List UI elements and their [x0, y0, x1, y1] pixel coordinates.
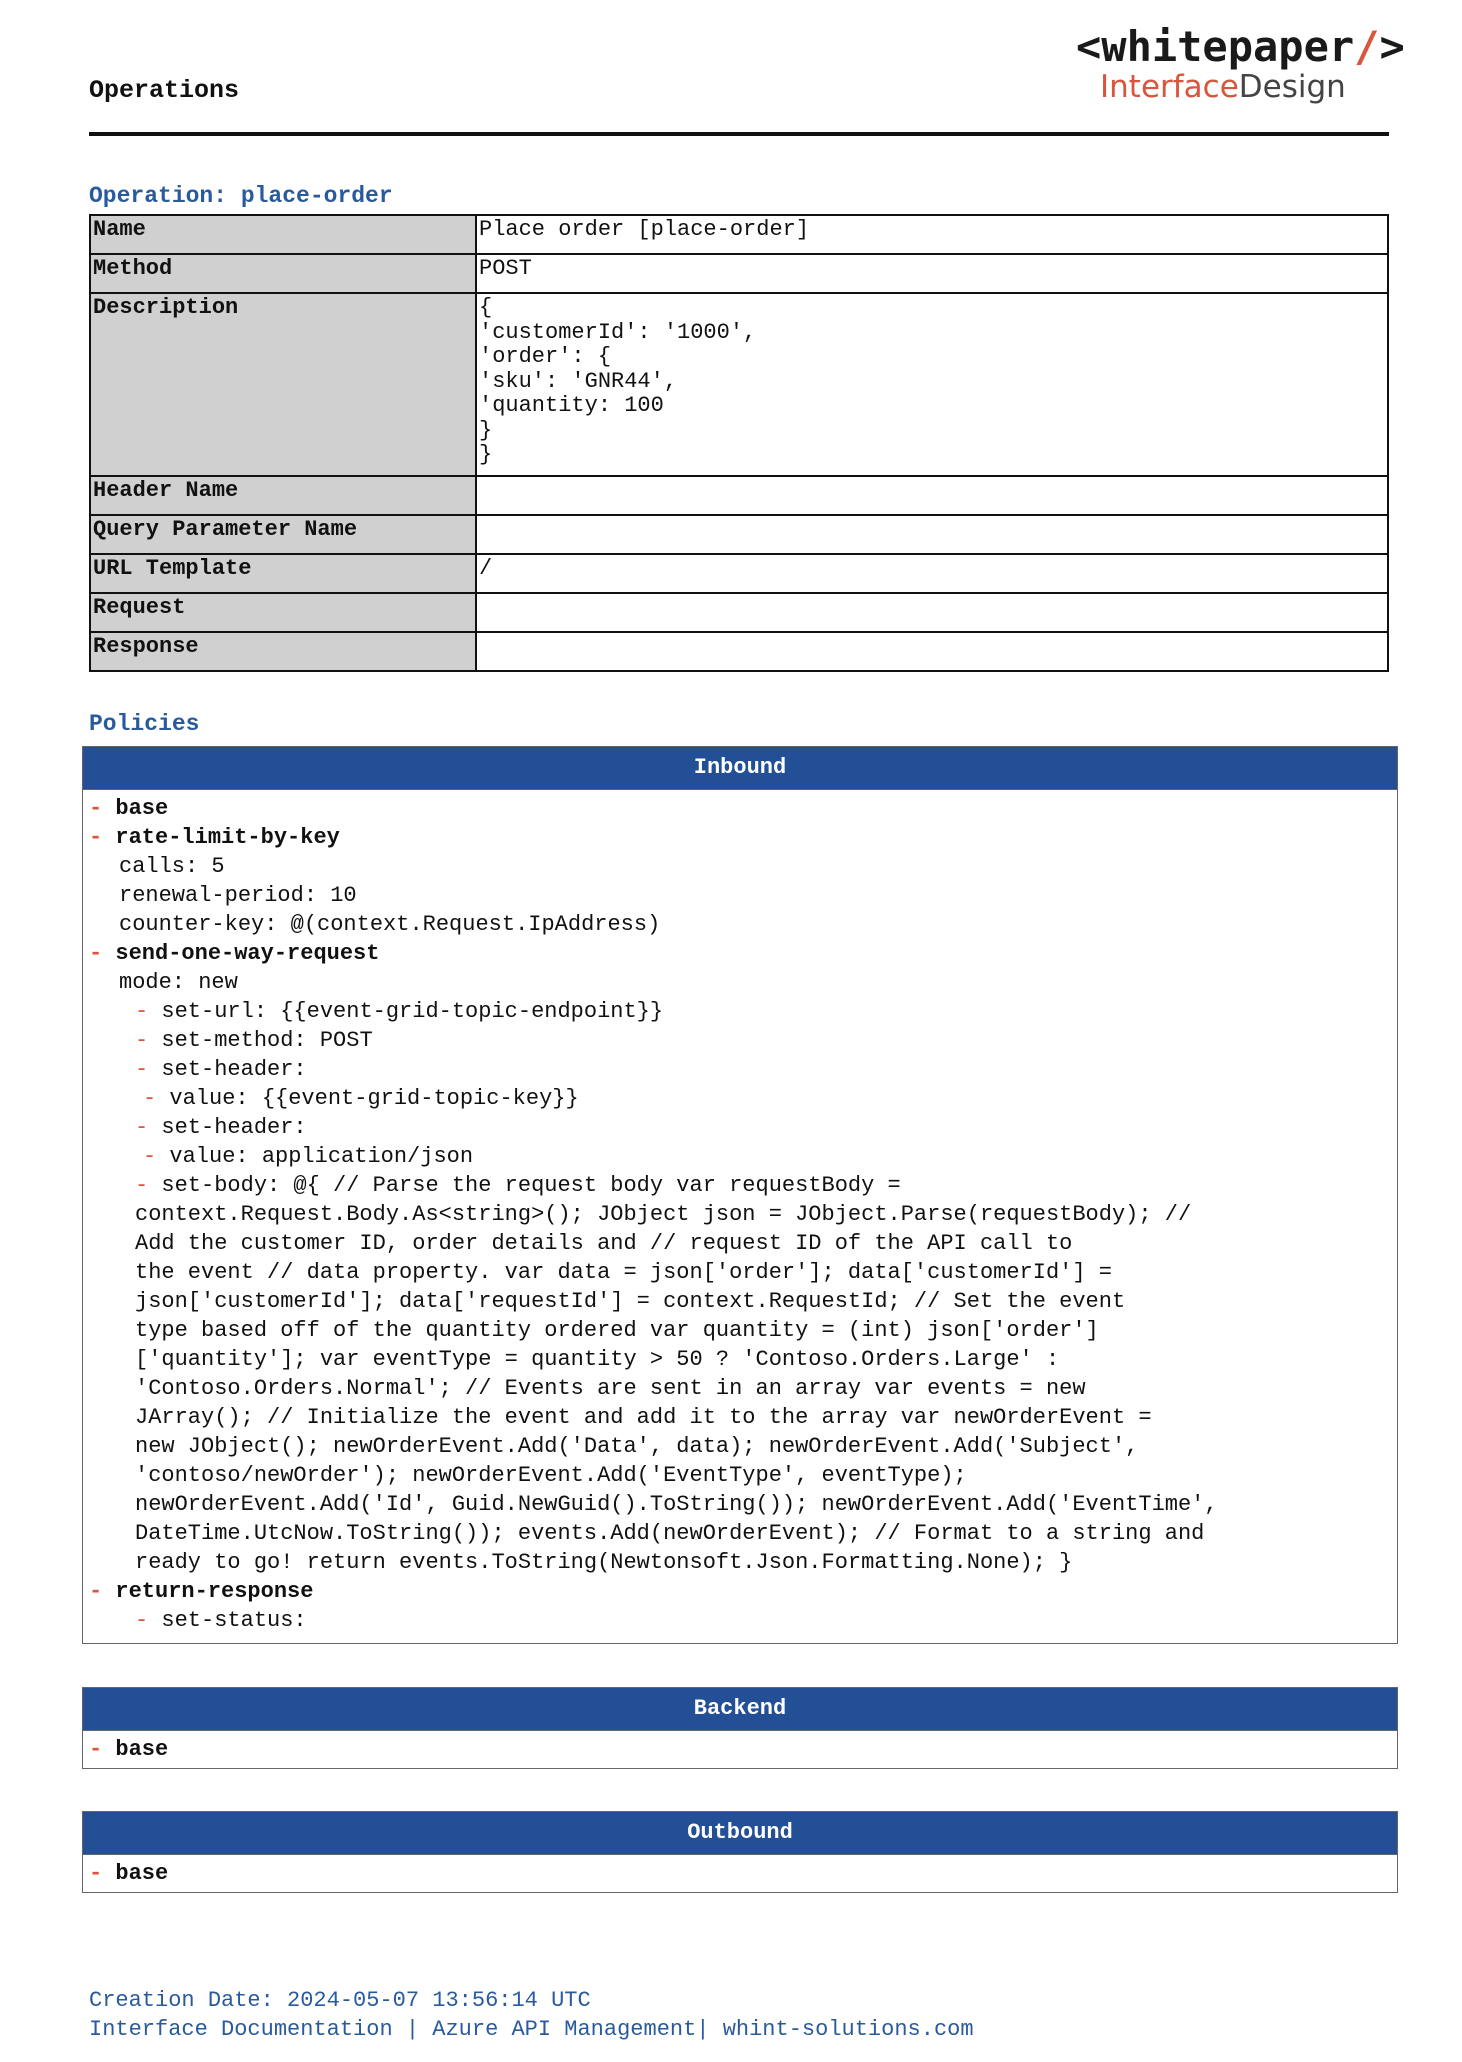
- whitepaper-logo: [1076, 22, 1405, 105]
- policy-item: - return-response: [89, 1579, 314, 1604]
- policy-child: - set-method: POST: [135, 1028, 373, 1053]
- logo-design: Design: [1238, 69, 1346, 105]
- inbound-heading: Inbound: [83, 747, 1397, 790]
- description-line: 'quantity: 100: [479, 393, 664, 418]
- code-line: the event // data property. var data = json['order']; data['customerId'] =: [135, 1260, 1112, 1285]
- footer: [89, 1986, 974, 2044]
- policy-child: - set-status:: [135, 1608, 307, 1633]
- policy-child: - set-url: {{event-grid-topic-endpoint}}: [135, 999, 664, 1024]
- header-divider: [89, 132, 1389, 136]
- policy-attr: calls: 5: [119, 854, 225, 879]
- logo-interface: Interface: [1100, 69, 1239, 105]
- description-value: [476, 293, 1388, 476]
- policy-child: - value: {{event-grid-topic-key}}: [143, 1086, 579, 1111]
- table-row: [90, 293, 1388, 476]
- code-line: ready to go! return events.ToString(Newtonsoft.Json.Formatting.None); }: [135, 1550, 1073, 1575]
- policy-item: - base: [89, 1861, 169, 1886]
- description-line: 'customerId': '1000',: [479, 319, 757, 345]
- row-key: URL Template: [90, 554, 476, 593]
- table-row: [90, 215, 1388, 254]
- row-value: POST: [476, 254, 1388, 293]
- code-line: ['quantity']; var eventType = quantity > 50 ? 'Contoso.Orders.Large' :: [135, 1347, 1060, 1372]
- outbound-body: [83, 1855, 1397, 1892]
- row-key: Request: [90, 593, 476, 632]
- inbound-policy-box: [82, 746, 1398, 1644]
- code-line: type based off of the quantity ordered var quantity = (int) json['order']: [135, 1318, 1099, 1343]
- policy-name: send-one-way-request: [115, 941, 380, 966]
- page-title: Operations: [89, 76, 240, 105]
- logo-suffix: >: [1379, 22, 1405, 71]
- row-value: [476, 593, 1388, 632]
- row-key: Method: [90, 254, 476, 293]
- policy-attr: mode: new: [119, 970, 238, 995]
- policy-item: - rate-limit-by-key: [89, 825, 340, 850]
- row-key: Name: [90, 215, 476, 254]
- code-line: json['customerId']; data['requestId'] = context.RequestId; // Set the event: [135, 1289, 1126, 1314]
- policy-attr: renewal-period: 10: [119, 883, 357, 908]
- operation-title: Operation: place-order: [89, 183, 393, 209]
- backend-heading: Backend: [83, 1688, 1397, 1731]
- policy-name: rate-limit-by-key: [115, 825, 340, 850]
- code-line: DateTime.UtcNow.ToString()); events.Add(newOrderEvent); // Format to a string and: [135, 1521, 1205, 1546]
- row-value: Place order [place-order]: [476, 215, 1388, 254]
- policy-attr: counter-key: @(context.Request.IpAddress): [119, 912, 661, 937]
- policy-item: - base: [89, 796, 169, 821]
- row-key: Response: [90, 632, 476, 671]
- logo-slash: /: [1354, 22, 1380, 71]
- policy-child: - set-header:: [135, 1057, 307, 1082]
- table-row: [90, 515, 1388, 554]
- row-value: [476, 476, 1388, 515]
- row-value: /: [476, 554, 1388, 593]
- footer-info: Interface Documentation | Azure API Management| whint-solutions.com: [89, 2017, 974, 2042]
- policy-name: base: [115, 796, 169, 821]
- code-line: context.Request.Body.As<string>(); JObject json = JObject.Parse(requestBody); //: [135, 1202, 1192, 1227]
- backend-body: [83, 1731, 1397, 1768]
- policies-title: Policies: [89, 711, 200, 737]
- table-row: [90, 476, 1388, 515]
- code-line: 'contoso/newOrder'); newOrderEvent.Add('EventType', eventType);: [135, 1463, 967, 1488]
- logo-prefix: <whitepaper: [1076, 22, 1355, 71]
- policy-name: base: [115, 1737, 169, 1762]
- code-line: newOrderEvent.Add('Id', Guid.NewGuid().ToString()); newOrderEvent.Add('EventTime',: [135, 1492, 1218, 1517]
- table-row: [90, 554, 1388, 593]
- row-key: Description: [90, 293, 476, 476]
- policy-item: - send-one-way-request: [89, 941, 380, 966]
- policy-item: - base: [89, 1737, 169, 1762]
- policy-child: - value: application/json: [143, 1144, 474, 1169]
- backend-policy-box: [82, 1687, 1398, 1769]
- outbound-heading: Outbound: [83, 1812, 1397, 1855]
- code-line: new JObject(); newOrderEvent.Add('Data', data); newOrderEvent.Add('Subject',: [135, 1434, 1139, 1459]
- description-line: }: [479, 417, 493, 443]
- inbound-body: [83, 790, 1397, 1643]
- row-value: [476, 632, 1388, 671]
- creation-date: Creation Date: 2024-05-07 13:56:14 UTC: [89, 1988, 591, 2013]
- table-row: [90, 593, 1388, 632]
- code-line: JArray(); // Initialize the event and add it to the array var newOrderEvent =: [135, 1405, 1152, 1430]
- table-row: [90, 632, 1388, 671]
- policy-child: - set-body: @{ // Parse the request body var requestBody =: [135, 1173, 901, 1198]
- operation-table: [89, 214, 1389, 672]
- description-line: }: [479, 442, 493, 467]
- description-line: 'order': {: [479, 344, 612, 369]
- table-row: [90, 254, 1388, 293]
- description-line: 'sku': 'GNR44',: [479, 368, 678, 394]
- outbound-policy-box: [82, 1811, 1398, 1893]
- code-line: 'Contoso.Orders.Normal'; // Events are sent in an array var events = new: [135, 1376, 1086, 1401]
- description-line: {: [479, 295, 493, 320]
- policy-child: - set-header:: [135, 1115, 307, 1140]
- row-value: [476, 515, 1388, 554]
- policy-name: return-response: [115, 1579, 314, 1604]
- row-key: Header Name: [90, 476, 476, 515]
- row-key: Query Parameter Name: [90, 515, 476, 554]
- policy-name: base: [115, 1861, 169, 1886]
- code-line: Add the customer ID, order details and // request ID of the API call to: [135, 1231, 1073, 1256]
